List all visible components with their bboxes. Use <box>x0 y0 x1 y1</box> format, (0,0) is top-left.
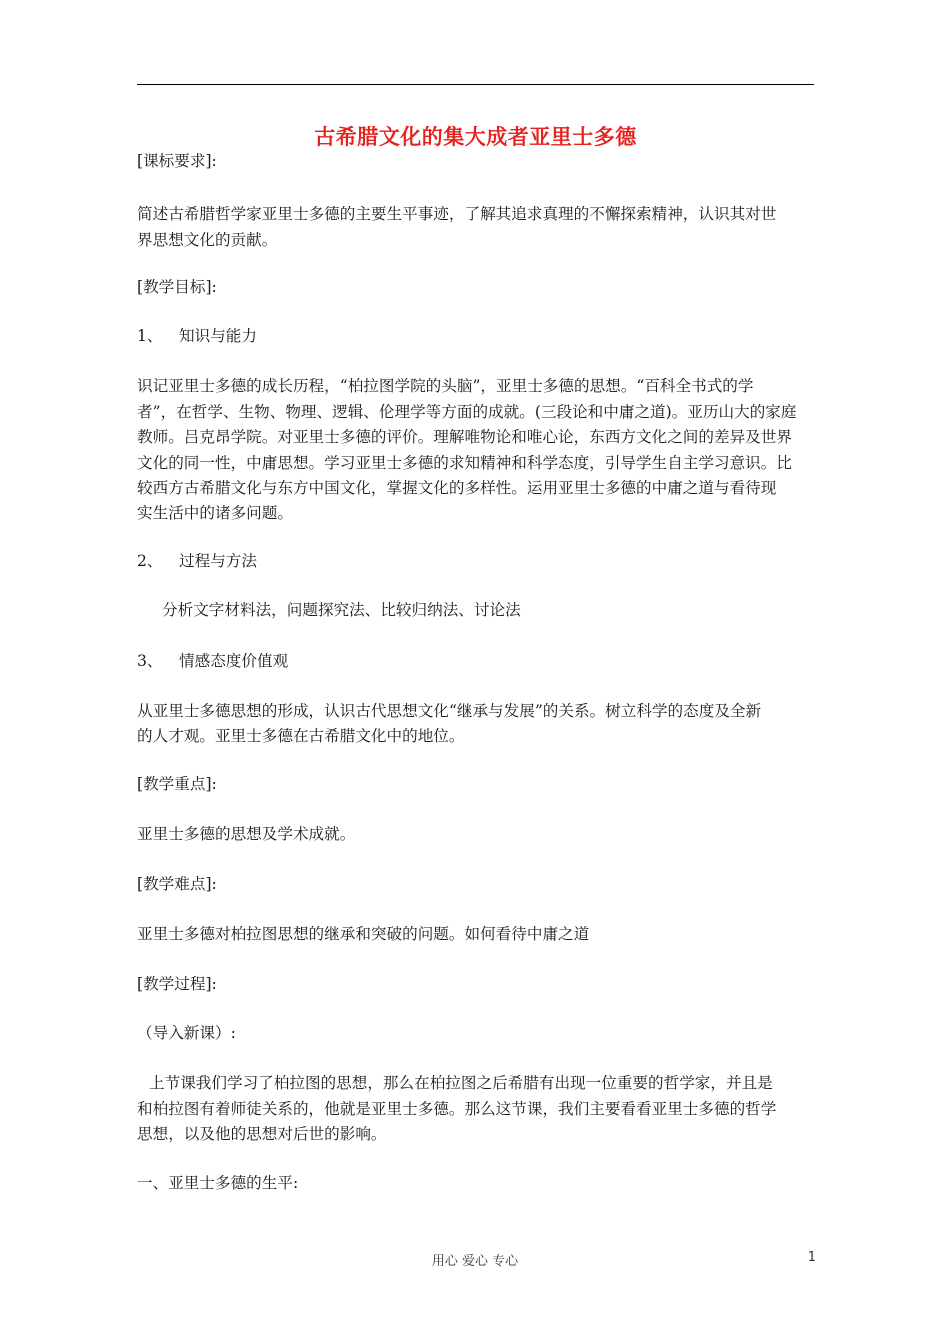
curriculum-heading: [课标要求]: <box>137 152 217 170</box>
curriculum-line: 界思想文化的贡献。 <box>137 231 278 249</box>
goal-label: 知识与能力 <box>179 327 257 345</box>
key-points-text: 亚里士多德的思想及学术成就。 <box>137 825 356 843</box>
page-number: 1 <box>807 1250 816 1265</box>
curriculum-line: 简述古希腊哲学家亚里士多德的主要生平事迹，了解其追求真理的不懈探索精神，认识其对世 <box>137 205 777 223</box>
goal-paragraph-line: 实生活中的诸多问题。 <box>137 504 293 522</box>
intro-paragraph-line: 思想，以及他的思想对后世的影响。 <box>137 1125 387 1143</box>
difficult-points-heading: [教学难点]: <box>137 875 217 893</box>
goal-item-process <box>137 548 257 574</box>
intro-paragraph-line: 上节课我们学习了柏拉图的思想，那么在柏拉图之后希腊有出现一位重要的哲学家，并且是 <box>149 1074 773 1092</box>
goal-paragraph-line: 较西方古希腊文化与东方中国文化，掌握文化的多样性。运用亚里士多德的中庸之道与看待现 <box>137 479 777 497</box>
goal-paragraph-line: 文化的同一性，中庸思想。学习亚里士多德的求知精神和科学态度，引导学生自主学习意识。比 <box>137 454 792 472</box>
process-heading: [教学过程]: <box>137 975 217 993</box>
goal-number: 2、 <box>137 552 163 570</box>
intro-paragraph-line: 和柏拉图有着师徒关系的，他就是亚里士多德。那么这节课，我们主要看看亚里士多德的哲学 <box>137 1100 777 1118</box>
key-points-heading: [教学重点]: <box>137 775 217 793</box>
footer-motto: 用心 爱心 专心 <box>431 1254 519 1269</box>
goal-label: 过程与方法 <box>179 552 257 570</box>
goal-number: 3、 <box>137 652 163 670</box>
difficult-points-text: 亚里士多德对柏拉图思想的继承和突破的问题。如何看待中庸之道 <box>137 925 590 943</box>
goal-item-attitude <box>137 648 288 674</box>
goal-paragraph-line: 的人才观。亚里士多德在古希腊文化中的地位。 <box>137 727 465 745</box>
goal-label: 情感态度价值观 <box>179 652 289 670</box>
goal-paragraph-line: 教师。吕克昂学院。对亚里士多德的评价。理解唯物论和唯心论，东西方文化之间的差异及世界 <box>137 428 792 446</box>
section-heading: 一、亚里士多德的生平: <box>137 1174 299 1192</box>
header-rule <box>137 84 814 85</box>
goal-methods-text: 分析文字材料法，问题探究法、比较归纳法、讨论法 <box>162 601 521 619</box>
goal-paragraph-line: 者”，在哲学、生物、物理、逻辑、伦理学等方面的成就。(三段论和中庸之道)。亚历山大的家庭 <box>137 403 797 421</box>
goal-number: 1、 <box>137 327 163 345</box>
goal-paragraph-line: 从亚里士多德思想的形成，认识古代思想文化“继承与发展”的关系。树立科学的态度及全新 <box>137 702 762 720</box>
goal-item-knowledge <box>137 323 257 349</box>
goals-heading: [教学目标]: <box>137 278 217 296</box>
goal-paragraph-line: 识记亚里士多德的成长历程，“柏拉图学院的头脑”，亚里士多德的思想。“百科全书式的学 <box>137 377 754 395</box>
page-title: 古希腊文化的集大成者亚里士多德 <box>314 125 637 149</box>
intro-heading: （导入新课）: <box>137 1024 236 1042</box>
